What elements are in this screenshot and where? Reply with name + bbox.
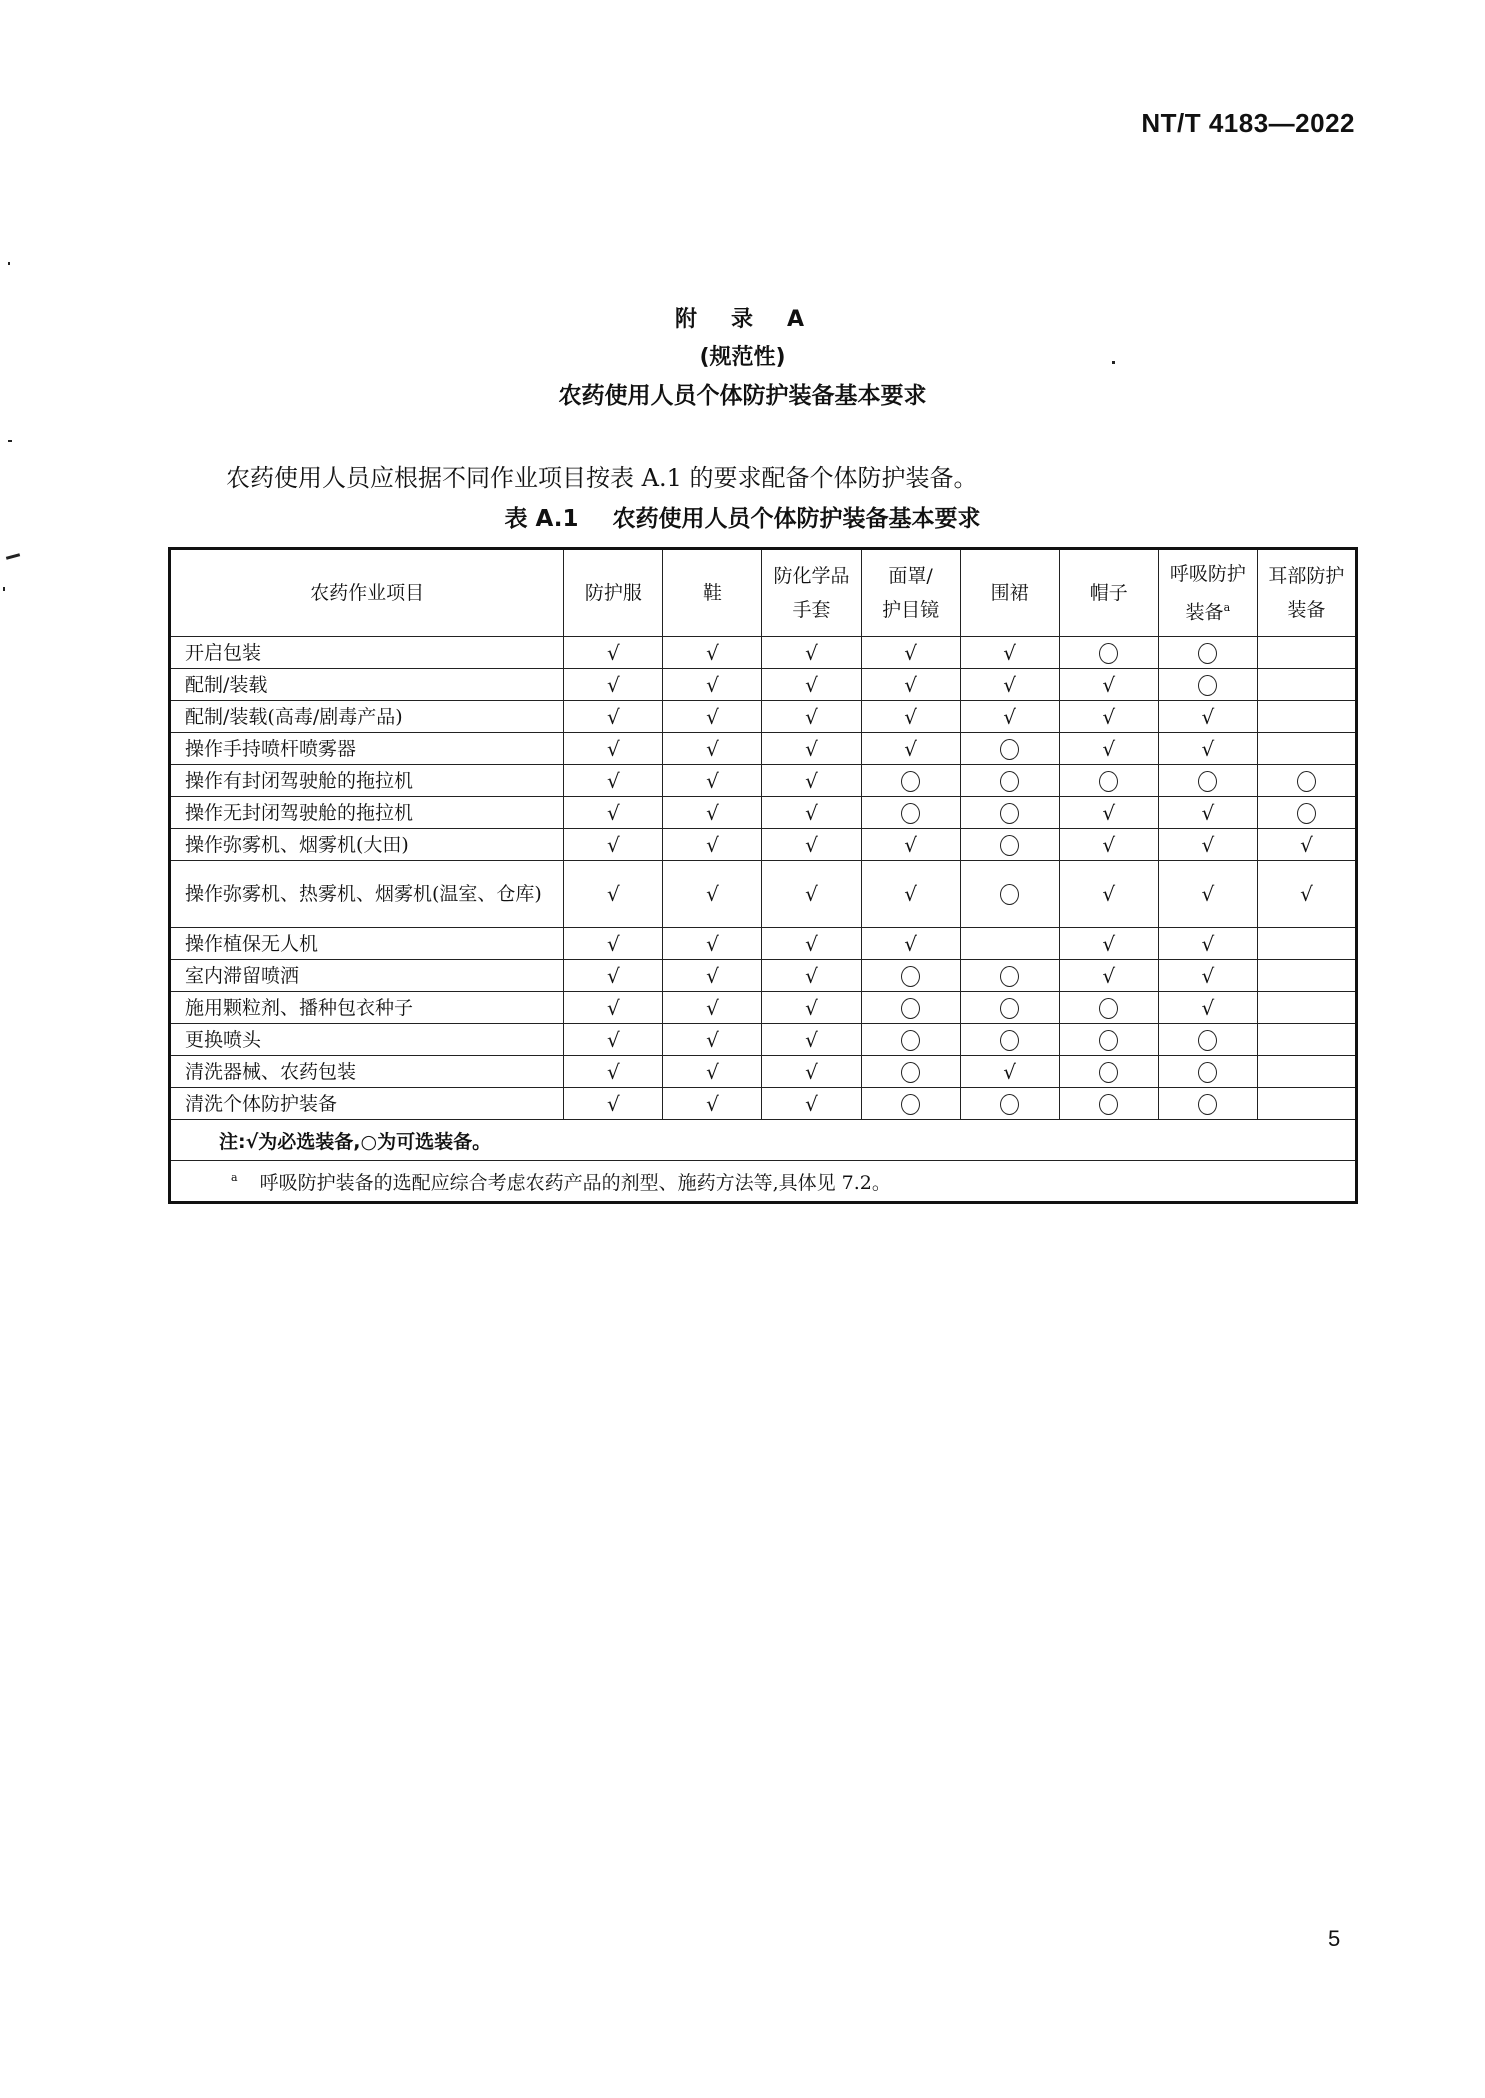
requirement-cell bbox=[1158, 960, 1257, 992]
requirement-cell bbox=[861, 1056, 960, 1088]
required-check-icon: √ bbox=[706, 1091, 719, 1116]
required-check-icon: √ bbox=[1003, 640, 1017, 665]
table-caption bbox=[0, 500, 1485, 533]
required-check-icon: √ bbox=[805, 1027, 818, 1052]
scan-speck bbox=[8, 440, 12, 442]
scan-speck bbox=[3, 587, 5, 591]
requirement-cell bbox=[1158, 928, 1257, 960]
optional-circle-icon bbox=[1198, 1062, 1217, 1083]
required-check-icon: √ bbox=[606, 832, 620, 857]
required-check-icon: √ bbox=[606, 931, 620, 956]
requirement-cell bbox=[960, 861, 1059, 928]
table-row bbox=[170, 1088, 1357, 1120]
requirement-cell bbox=[861, 765, 960, 797]
requirement-cell bbox=[663, 669, 762, 701]
appendix-title: 农药使用人员个体防护装备基本要求 bbox=[558, 383, 927, 409]
optional-circle-icon bbox=[1000, 1094, 1019, 1115]
requirement-cell bbox=[1158, 669, 1257, 701]
requirement-cell bbox=[861, 861, 960, 928]
required-check-icon: √ bbox=[706, 768, 719, 793]
requirement-cell bbox=[960, 829, 1059, 861]
required-check-icon: √ bbox=[1201, 931, 1215, 956]
requirement-cell bbox=[1158, 701, 1257, 733]
requirement-cell bbox=[1059, 928, 1158, 960]
table-footnote-row bbox=[170, 1161, 1357, 1203]
optional-circle-icon bbox=[901, 998, 920, 1019]
column-header-line bbox=[1159, 591, 1257, 629]
required-check-icon: √ bbox=[706, 704, 719, 729]
required-check-icon: √ bbox=[1201, 736, 1215, 761]
column-header-text: 护目镜 bbox=[882, 599, 940, 621]
requirement-cell bbox=[1257, 669, 1356, 701]
optional-circle-icon bbox=[901, 1062, 920, 1083]
optional-circle-icon bbox=[1000, 1030, 1019, 1051]
requirement-cell bbox=[762, 1088, 861, 1120]
requirement-cell bbox=[861, 637, 960, 669]
column-header-line: 呼吸防护 bbox=[1169, 562, 1246, 585]
required-check-icon: √ bbox=[706, 882, 719, 906]
column-header-line: 防护服 bbox=[584, 582, 642, 604]
requirement-cell bbox=[861, 733, 960, 765]
optional-circle-icon bbox=[1099, 1030, 1118, 1051]
requirement-cell bbox=[861, 701, 960, 733]
requirement-cell bbox=[1158, 733, 1257, 765]
required-check-icon: √ bbox=[805, 832, 818, 857]
column-header-line: 鞋 bbox=[702, 582, 722, 604]
requirement-cell bbox=[1158, 1056, 1257, 1088]
requirement-cell bbox=[1059, 701, 1158, 733]
requirement-cell bbox=[1059, 765, 1158, 797]
optional-circle-icon bbox=[1000, 739, 1019, 760]
requirement-cell bbox=[663, 733, 762, 765]
required-check-icon: √ bbox=[606, 800, 620, 825]
required-check-icon: √ bbox=[904, 704, 917, 729]
operation-item: 配制/装载 bbox=[170, 669, 564, 701]
requirement-cell bbox=[762, 960, 861, 992]
required-check-icon: √ bbox=[606, 704, 620, 729]
requirement-cell bbox=[960, 797, 1059, 829]
requirement-cell bbox=[762, 861, 861, 928]
required-check-icon: √ bbox=[1201, 832, 1215, 857]
requirement-cell bbox=[1257, 797, 1356, 829]
required-check-icon: √ bbox=[805, 995, 818, 1020]
operation-item: 操作植保无人机 bbox=[170, 928, 564, 960]
optional-circle-icon bbox=[1000, 803, 1019, 824]
required-check-icon: √ bbox=[805, 963, 818, 988]
required-check-icon: √ bbox=[1102, 704, 1116, 729]
operation-item: 开启包装 bbox=[170, 637, 564, 669]
requirement-cell bbox=[861, 829, 960, 861]
requirement-cell bbox=[1059, 960, 1158, 992]
requirement-cell bbox=[564, 1024, 663, 1056]
scan-speck bbox=[1112, 361, 1115, 364]
requirement-cell bbox=[564, 928, 663, 960]
operation-item: 施用颗粒剂、播种包衣种子 bbox=[170, 992, 564, 1024]
requirement-cell bbox=[1059, 669, 1158, 701]
requirement-cell bbox=[564, 960, 663, 992]
table-row bbox=[170, 1056, 1357, 1088]
requirement-cell bbox=[762, 669, 861, 701]
table-footnote bbox=[170, 1161, 1357, 1203]
requirement-cell bbox=[1257, 960, 1356, 992]
required-check-icon: √ bbox=[606, 768, 620, 793]
required-check-icon: √ bbox=[805, 640, 818, 665]
footnote-reference: a bbox=[1223, 600, 1231, 614]
table-note: 注:√为必选装备,○为可选装备。 bbox=[170, 1120, 1357, 1161]
requirement-cell bbox=[861, 960, 960, 992]
operation-item: 操作无封闭驾驶舱的拖拉机 bbox=[170, 797, 564, 829]
requirement-cell bbox=[1257, 928, 1356, 960]
requirement-cell bbox=[1257, 701, 1356, 733]
operation-item: 室内滞留喷洒 bbox=[170, 960, 564, 992]
requirement-cell bbox=[1059, 1024, 1158, 1056]
table-row bbox=[170, 829, 1357, 861]
requirement-cell bbox=[663, 861, 762, 928]
required-check-icon: √ bbox=[1003, 672, 1017, 697]
required-check-icon: √ bbox=[904, 882, 917, 906]
column-header bbox=[1257, 549, 1356, 637]
table-row bbox=[170, 765, 1357, 797]
column-header bbox=[1059, 549, 1158, 637]
required-check-icon: √ bbox=[805, 768, 818, 793]
requirement-cell bbox=[1257, 992, 1356, 1024]
optional-circle-icon bbox=[1099, 1062, 1118, 1083]
table-row bbox=[170, 992, 1357, 1024]
required-check-icon: √ bbox=[1201, 704, 1215, 729]
column-header-text: 手套 bbox=[792, 599, 831, 621]
column-header bbox=[960, 549, 1059, 637]
table-caption-number: 表 A.1 bbox=[504, 506, 579, 532]
optional-circle-icon bbox=[1198, 1094, 1217, 1115]
required-check-icon: √ bbox=[805, 736, 818, 761]
column-header-line bbox=[762, 593, 860, 627]
appendix-label-part: A bbox=[787, 307, 811, 332]
column-header-line: 面罩/ bbox=[888, 565, 933, 587]
required-check-icon: √ bbox=[706, 931, 719, 956]
requirement-cell bbox=[1158, 992, 1257, 1024]
appendix-label-part: 录 bbox=[730, 307, 759, 332]
column-header bbox=[170, 549, 564, 637]
requirement-cell bbox=[564, 992, 663, 1024]
required-check-icon: √ bbox=[805, 882, 818, 906]
column-header-line: 帽子 bbox=[1089, 582, 1128, 604]
requirement-cell bbox=[1257, 637, 1356, 669]
requirement-cell bbox=[762, 992, 861, 1024]
footnote-text: 呼吸防护装备的选配应综合考虑农药产品的剂型、施药方法等,具体见 7.2。 bbox=[259, 1171, 891, 1194]
table-row bbox=[170, 701, 1357, 733]
requirement-cell bbox=[960, 1024, 1059, 1056]
required-check-icon: √ bbox=[904, 931, 917, 956]
requirement-cell bbox=[663, 992, 762, 1024]
required-check-icon: √ bbox=[1102, 963, 1116, 988]
required-check-icon: √ bbox=[805, 800, 818, 825]
requirement-cell bbox=[1257, 829, 1356, 861]
requirement-cell bbox=[1257, 733, 1356, 765]
required-check-icon: √ bbox=[606, 995, 620, 1020]
required-check-icon: √ bbox=[706, 800, 719, 825]
optional-circle-icon bbox=[901, 1030, 920, 1051]
required-check-icon: √ bbox=[706, 736, 719, 761]
requirement-cell bbox=[1158, 861, 1257, 928]
required-check-icon: √ bbox=[904, 736, 917, 761]
requirement-cell bbox=[564, 733, 663, 765]
optional-circle-icon bbox=[1099, 643, 1118, 664]
required-check-icon: √ bbox=[706, 640, 719, 665]
column-header bbox=[762, 549, 861, 637]
required-check-icon: √ bbox=[706, 1059, 719, 1084]
requirement-cell bbox=[762, 701, 861, 733]
required-check-icon: √ bbox=[1102, 882, 1116, 906]
optional-circle-icon bbox=[1198, 675, 1217, 696]
column-header bbox=[564, 549, 663, 637]
required-check-icon: √ bbox=[706, 672, 719, 697]
requirement-cell bbox=[960, 992, 1059, 1024]
requirement-cell bbox=[663, 1024, 762, 1056]
requirement-cell bbox=[762, 733, 861, 765]
optional-circle-icon bbox=[901, 1094, 920, 1115]
requirement-cell bbox=[861, 928, 960, 960]
optional-circle-icon bbox=[901, 966, 920, 987]
requirement-cell bbox=[564, 669, 663, 701]
requirement-cell bbox=[1059, 829, 1158, 861]
requirement-cell bbox=[663, 829, 762, 861]
requirement-cell bbox=[564, 765, 663, 797]
table-header-row bbox=[170, 549, 1357, 637]
required-check-icon: √ bbox=[1102, 800, 1116, 825]
required-check-icon: √ bbox=[606, 672, 620, 697]
optional-circle-icon bbox=[1198, 771, 1217, 792]
requirement-cell bbox=[564, 797, 663, 829]
requirement-cell bbox=[1158, 829, 1257, 861]
requirement-cell bbox=[663, 1056, 762, 1088]
operation-item: 清洗器械、农药包装 bbox=[170, 1056, 564, 1088]
footnote-marker: a bbox=[231, 1171, 238, 1185]
required-check-icon: √ bbox=[805, 704, 818, 729]
requirement-cell bbox=[1257, 765, 1356, 797]
table-row bbox=[170, 637, 1357, 669]
required-check-icon: √ bbox=[805, 1059, 818, 1084]
requirement-cell bbox=[762, 928, 861, 960]
column-header-line: 农药作业项目 bbox=[310, 582, 425, 604]
requirement-cell bbox=[663, 797, 762, 829]
column-header-line bbox=[1258, 593, 1355, 627]
operation-item: 操作手持喷杆喷雾器 bbox=[170, 733, 564, 765]
scan-speck bbox=[6, 553, 20, 560]
required-check-icon: √ bbox=[1300, 832, 1313, 857]
required-check-icon: √ bbox=[1102, 736, 1116, 761]
optional-circle-icon bbox=[1099, 1094, 1118, 1115]
required-check-icon: √ bbox=[1003, 1059, 1017, 1084]
column-header-text: 装备 bbox=[1185, 601, 1224, 624]
table-row bbox=[170, 960, 1357, 992]
requirement-cell bbox=[1257, 1024, 1356, 1056]
column-header bbox=[861, 549, 960, 637]
optional-circle-icon bbox=[1000, 966, 1019, 987]
required-check-icon: √ bbox=[1201, 882, 1215, 906]
table-row bbox=[170, 861, 1357, 928]
requirement-cell bbox=[663, 765, 762, 797]
operation-item: 配制/装载(高毒/剧毒产品) bbox=[170, 701, 564, 733]
optional-circle-icon bbox=[1198, 1030, 1217, 1051]
table-note-row bbox=[170, 1120, 1357, 1161]
required-check-icon: √ bbox=[1201, 995, 1215, 1020]
optional-circle-icon bbox=[1099, 998, 1118, 1019]
optional-circle-icon bbox=[1297, 771, 1316, 792]
requirement-cell bbox=[960, 928, 1059, 960]
column-header-text: 装备 bbox=[1287, 599, 1326, 621]
optional-circle-icon bbox=[1099, 771, 1118, 792]
requirement-cell bbox=[1158, 1024, 1257, 1056]
appendix-label bbox=[0, 302, 1485, 333]
column-header bbox=[663, 549, 762, 637]
scan-speck bbox=[8, 262, 10, 265]
requirement-cell bbox=[564, 637, 663, 669]
optional-circle-icon bbox=[1000, 998, 1019, 1019]
required-check-icon: √ bbox=[1003, 704, 1017, 729]
optional-circle-icon bbox=[1198, 643, 1217, 664]
requirement-cell bbox=[564, 701, 663, 733]
required-check-icon: √ bbox=[805, 931, 818, 956]
optional-circle-icon bbox=[901, 803, 920, 824]
optional-circle-icon bbox=[1000, 835, 1019, 856]
required-check-icon: √ bbox=[606, 882, 620, 906]
requirement-cell bbox=[663, 701, 762, 733]
requirement-cell bbox=[1059, 637, 1158, 669]
requirement-cell bbox=[1059, 797, 1158, 829]
required-check-icon: √ bbox=[904, 640, 917, 665]
requirement-cell bbox=[1257, 1056, 1356, 1088]
requirement-cell bbox=[564, 1056, 663, 1088]
required-check-icon: √ bbox=[1201, 800, 1215, 825]
requirement-cell bbox=[861, 1024, 960, 1056]
required-check-icon: √ bbox=[904, 832, 917, 857]
requirement-cell bbox=[1257, 1088, 1356, 1120]
table-row bbox=[170, 669, 1357, 701]
requirement-cell bbox=[1158, 797, 1257, 829]
requirement-cell bbox=[1257, 861, 1356, 928]
equipment-requirements-table bbox=[168, 547, 1358, 1204]
requirement-cell bbox=[762, 797, 861, 829]
required-check-icon: √ bbox=[706, 963, 719, 988]
column-header-line: 耳部防护 bbox=[1268, 565, 1345, 587]
requirement-cell bbox=[861, 992, 960, 1024]
column-header bbox=[1158, 549, 1257, 637]
operation-item: 更换喷头 bbox=[170, 1024, 564, 1056]
required-check-icon: √ bbox=[706, 1027, 719, 1052]
appendix-nature: (规范性) bbox=[699, 345, 786, 370]
requirement-cell bbox=[1059, 1056, 1158, 1088]
standard-code: NT/T 4183—2022 bbox=[1141, 108, 1355, 138]
column-header-line bbox=[862, 593, 960, 627]
requirement-cell bbox=[960, 637, 1059, 669]
requirement-cell bbox=[861, 1088, 960, 1120]
operation-item: 清洗个体防护装备 bbox=[170, 1088, 564, 1120]
requirement-cell bbox=[1158, 1088, 1257, 1120]
required-check-icon: √ bbox=[904, 672, 917, 697]
requirement-cell bbox=[861, 669, 960, 701]
required-check-icon: √ bbox=[606, 640, 620, 665]
requirement-cell bbox=[663, 928, 762, 960]
optional-circle-icon bbox=[1000, 771, 1019, 792]
required-check-icon: √ bbox=[805, 672, 818, 697]
requirement-cell bbox=[663, 637, 762, 669]
requirement-cell bbox=[1059, 992, 1158, 1024]
operation-item: 操作弥雾机、热雾机、烟雾机(温室、仓库) bbox=[170, 861, 564, 928]
requirement-cell bbox=[1059, 733, 1158, 765]
requirement-cell bbox=[960, 701, 1059, 733]
table-row bbox=[170, 928, 1357, 960]
optional-circle-icon bbox=[1000, 884, 1019, 905]
table-row bbox=[170, 733, 1357, 765]
table-row bbox=[170, 797, 1357, 829]
requirement-cell bbox=[1158, 765, 1257, 797]
required-check-icon: √ bbox=[606, 1027, 620, 1052]
requirement-cell bbox=[960, 1088, 1059, 1120]
requirement-cell bbox=[564, 1088, 663, 1120]
optional-circle-icon bbox=[1297, 803, 1316, 824]
requirement-cell bbox=[960, 960, 1059, 992]
requirement-cell bbox=[1059, 1088, 1158, 1120]
operation-item: 操作有封闭驾驶舱的拖拉机 bbox=[170, 765, 564, 797]
required-check-icon: √ bbox=[805, 1091, 818, 1116]
column-header-line: 围裙 bbox=[990, 582, 1029, 604]
requirement-cell bbox=[960, 765, 1059, 797]
table-row bbox=[170, 1024, 1357, 1056]
table-caption-title: 农药使用人员个体防护装备基本要求 bbox=[612, 506, 981, 532]
required-check-icon: √ bbox=[606, 1059, 620, 1084]
required-check-icon: √ bbox=[606, 963, 620, 988]
requirement-cell bbox=[1158, 637, 1257, 669]
requirement-cell bbox=[861, 797, 960, 829]
column-header-line: 防化学品 bbox=[773, 565, 850, 587]
requirement-cell bbox=[663, 1088, 762, 1120]
required-check-icon: √ bbox=[706, 995, 719, 1020]
requirement-cell bbox=[1059, 861, 1158, 928]
requirement-cell bbox=[564, 861, 663, 928]
requirement-cell bbox=[564, 829, 663, 861]
required-check-icon: √ bbox=[706, 832, 719, 857]
requirement-cell bbox=[960, 669, 1059, 701]
requirement-cell bbox=[762, 1056, 861, 1088]
requirement-cell bbox=[762, 765, 861, 797]
required-check-icon: √ bbox=[1102, 832, 1116, 857]
required-check-icon: √ bbox=[606, 736, 620, 761]
appendix-label-part: 附 bbox=[674, 307, 703, 332]
required-check-icon: √ bbox=[1102, 931, 1116, 956]
requirement-cell bbox=[762, 637, 861, 669]
required-check-icon: √ bbox=[1201, 963, 1215, 988]
intro-paragraph: 农药使用人员应根据不同作业项目按表 A.1 的要求配备个体防护装备。 bbox=[226, 464, 978, 492]
required-check-icon: √ bbox=[606, 1091, 620, 1116]
required-check-icon: √ bbox=[1300, 882, 1313, 906]
requirement-cell bbox=[960, 733, 1059, 765]
required-check-icon: √ bbox=[1102, 672, 1116, 697]
requirement-cell bbox=[762, 829, 861, 861]
page-number: 5 bbox=[1328, 1926, 1341, 1951]
requirement-cell bbox=[663, 960, 762, 992]
operation-item: 操作弥雾机、烟雾机(大田) bbox=[170, 829, 564, 861]
optional-circle-icon bbox=[901, 771, 920, 792]
requirement-cell bbox=[960, 1056, 1059, 1088]
requirement-cell bbox=[762, 1024, 861, 1056]
